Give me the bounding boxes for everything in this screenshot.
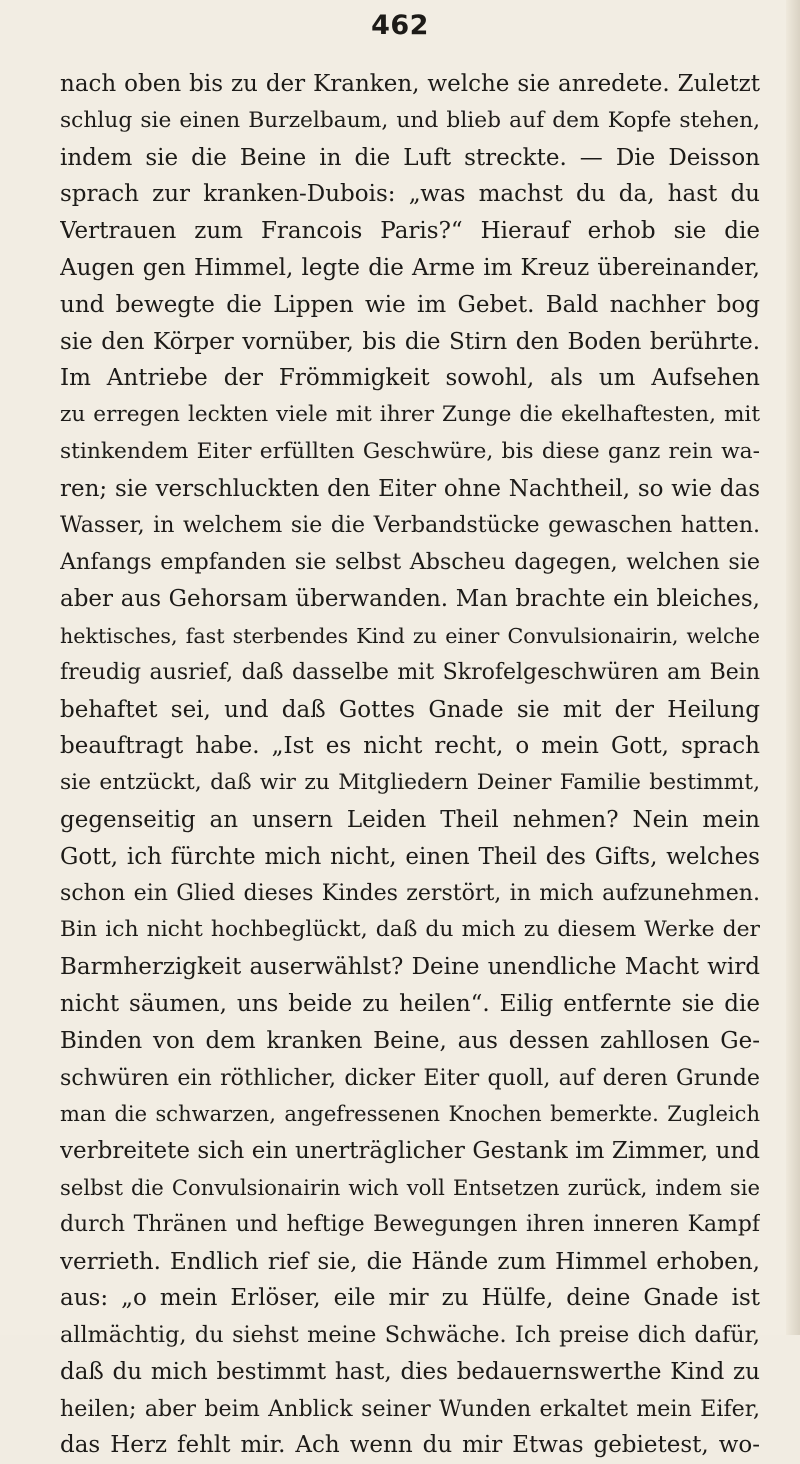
- text-line: verrieth. Endlich rief sie, die Hände zum Himmel erhoben,: [60, 1248, 760, 1275]
- page-edge: [786, 0, 800, 1335]
- text-line: schwüren ein röthlicher, dicker Eiter quoll, auf deren Grunde: [60, 1064, 760, 1091]
- text-line: und bewegte die Lippen wie im Gebet. Bald nachher bog: [60, 291, 760, 318]
- text-line: beauftragt habe. „Ist es nicht recht, o mein Gott, sprach: [60, 733, 760, 760]
- text-line: hektisches, fast sterbendes Kind zu einer Convulsionairin, welche: [60, 623, 760, 648]
- text-line: sie entzückt, daß wir zu Mitgliedern Deiner Familie bestimmt,: [60, 770, 760, 796]
- text-line: selbst die Convulsionairin wich voll Entsetzen zurück, indem sie: [60, 1174, 760, 1200]
- body-text: [60, 66, 760, 1464]
- text-line: nach oben bis zu der Kranken, welche sie anredete. Zuletzt: [60, 71, 760, 97]
- text-line: aber aus Gehorsam überwanden. Man brachte ein bleiches,: [60, 586, 760, 613]
- text-line: heilen; aber beim Anblick seiner Wunden erkaltet mein Eifer,: [60, 1395, 760, 1422]
- text-line: aus: „o mein Erlöser, eile mir zu Hülfe, deine Gnade ist: [60, 1285, 760, 1312]
- text-line: stinkendem Eiter erfüllten Geschwüre, bis diese ganz rein wa-: [60, 438, 760, 464]
- text-line: Gott, ich fürchte mich nicht, einen Theil des Gifts, welches: [60, 843, 760, 870]
- text-line: gegenseitig an unsern Leiden Theil nehmen? Nein mein: [60, 806, 760, 833]
- text-line: ren; sie verschluckten den Eiter ohne Nachtheil, so wie das: [60, 475, 760, 502]
- text-line: durch Thränen und heftige Bewegungen ihren inneren Kampf: [60, 1211, 760, 1237]
- text-line: behaftet sei, und daß Gottes Gnade sie mit der Heilung: [60, 696, 760, 723]
- text-line: sprach zur kranken-Dubois: „was machst du da, hast du: [60, 181, 760, 208]
- text-line: Bin ich nicht hochbeglückt, daß du mich zu diesem Werke der: [60, 917, 760, 943]
- page-number: 462: [371, 10, 429, 41]
- text-line: verbreitete sich ein unerträglicher Gestank im Zimmer, und: [60, 1138, 760, 1165]
- text-line: schlug sie einen Burzelbaum, und blieb auf dem Kopfe stehen,: [60, 107, 760, 133]
- text-line: freudig ausrief, daß dasselbe mit Skrofelgeschwüren am Bein: [60, 659, 760, 685]
- text-line: Barmherzigkeit auserwählst? Deine unendliche Macht wird: [60, 954, 760, 981]
- text-line: indem sie die Beine in die Luft streckte. — Die Deisson: [60, 144, 760, 171]
- text-line: nicht säumen, uns beide zu heilen“. Eilig entfernte sie die: [60, 990, 760, 1017]
- text-line: zu erregen leckten viele mit ihrer Zunge die ekelhaftesten, mit: [60, 402, 760, 428]
- text-line: allmächtig, du siehst meine Schwäche. Ich preise dich dafür,: [60, 1322, 760, 1349]
- text-line: man die schwarzen, angefressenen Knochen bemerkte. Zugleich: [60, 1101, 760, 1127]
- text-line: daß du mich bestimmt hast, dies bedauernswerthe Kind zu: [60, 1358, 760, 1385]
- text-line: schon ein Glied dieses Kindes zerstört, in mich aufzunehmen.: [60, 880, 760, 906]
- text-line: Augen gen Himmel, legte die Arme im Kreuz übereinander,: [60, 254, 760, 281]
- text-line: Anfangs empfanden sie selbst Abscheu dagegen, welchen sie: [60, 549, 760, 576]
- text-line: Wasser, in welchem sie die Verbandstücke gewaschen hatten.: [60, 512, 760, 538]
- text-line: Im Antriebe der Frömmigkeit sowohl, als um Aufsehen: [60, 365, 760, 392]
- text-line: Vertrauen zum Francois Paris?“ Hierauf erhob sie die: [60, 218, 760, 245]
- text-line: Binden von dem kranken Beine, aus dessen zahllosen Ge-: [60, 1027, 760, 1054]
- text-line: sie den Körper vornüber, bis die Stirn den Boden berührte.: [60, 328, 760, 355]
- text-line: das Herz fehlt mir. Ach wenn du mir Etwas gebietest, wo-: [60, 1432, 760, 1459]
